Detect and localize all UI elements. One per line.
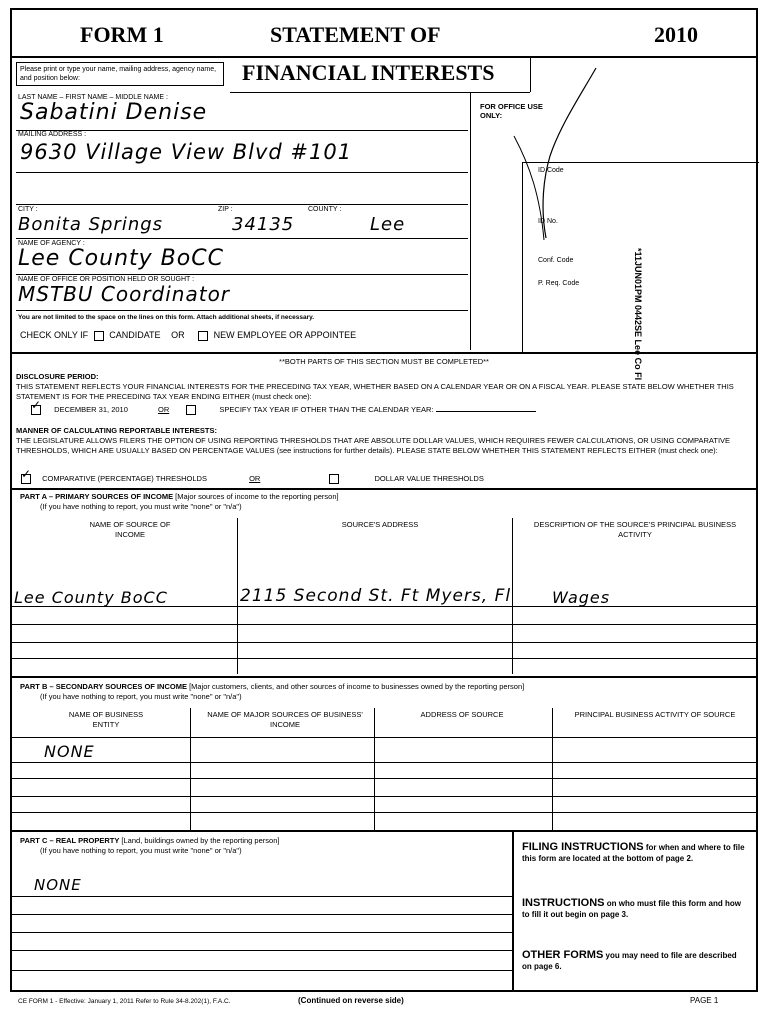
period-text: THIS STATEMENT REFLECTS YOUR FINANCIAL INTERESTS FOR THE PRECEDING TAX YEAR, WHETHER BASED ON A CALENDAR YEAR OR ON A FISCAL YEAR. PLEASE STATE BELOW WHETHER THIS STATEMENT IS FOR THE PRECEDING TAX YEAR ENDING EITHER (must check one):: [16, 382, 734, 401]
for-office-label: FOR OFFICE USE ONLY:: [480, 102, 543, 120]
conf-code-label: Conf. Code: [538, 257, 574, 264]
agency-value[interactable]: Lee County BoCC: [18, 246, 224, 271]
position-value[interactable]: MSTBU Coordinator: [18, 282, 231, 306]
manner-label: MANNER OF CALCULATING REPORTABLE INTERESTS:: [16, 426, 217, 435]
form-year: 2010: [654, 22, 698, 47]
name-value[interactable]: Sabatini Denise: [20, 100, 208, 125]
part-a-col3: DESCRIPTION OF THE SOURCE'S PRINCIPAL BUSINESS ACTIVITY: [533, 520, 737, 539]
instr-title: INSTRUCTIONS: [522, 897, 605, 909]
id-code-label: ID Code: [538, 167, 564, 174]
comparative-label: COMPARATIVE (PERCENTAGE) THRESHOLDS: [42, 474, 207, 483]
new-employee-label: NEW EMPLOYEE OR APPOINTEE: [213, 330, 357, 340]
specify-checkbox[interactable]: [186, 405, 196, 415]
other-text: you may need to file are described on page 6.: [522, 951, 737, 971]
part-a-note: [Major sources of income to the reporting person]: [175, 492, 339, 501]
instr-text: on who must file this form and how to fill it out begin on page 3.: [522, 899, 741, 919]
part-c-none[interactable]: NONE: [34, 876, 82, 894]
part-b-col1: NAME OF BUSINESS ENTITY: [68, 710, 144, 729]
part-b-none-note: (If you have nothing to report, you must write "none" or "n/a"): [40, 692, 242, 701]
part-c-note: [Land, buildings owned by the reporting person]: [121, 836, 280, 845]
id-no-label: ID No.: [538, 218, 558, 225]
manner-options: [18, 474, 484, 484]
both-parts-note: **BOTH PARTS OF THIS SECTION MUST BE COMPLETED**: [279, 357, 489, 366]
other-title: OTHER FORMS: [522, 949, 604, 961]
form-title-line2: FINANCIAL INTERESTS: [242, 60, 495, 85]
city-value[interactable]: Bonita Springs: [18, 214, 164, 235]
footer-center: (Continued on reverse side): [298, 996, 404, 1005]
dec31-label: DECEMBER 31, 2010: [54, 405, 128, 414]
check-only-row: [20, 330, 356, 341]
specify-line[interactable]: [436, 411, 536, 412]
comparative-checkbox[interactable]: [21, 474, 31, 484]
part-b-none[interactable]: NONE: [44, 742, 95, 761]
footer-left: CE FORM 1 - Effective: January 1, 2011 Refer to Rule 34-8.202(1), F.A.C.: [18, 998, 231, 1005]
part-a-none-note: (If you have nothing to report, you must write "none" or "n/a"): [40, 502, 242, 511]
space-note: You are not limited to the space on the lines on this form. Attach additional sheets, if necessary.: [18, 314, 315, 321]
part-a-source-activity[interactable]: Wages: [552, 588, 611, 607]
other-forms: [522, 950, 746, 972]
part-b-col2: NAME OF MAJOR SOURCES OF BUSINESS' INCOME: [207, 710, 363, 729]
candidate-checkbox[interactable]: [94, 331, 104, 341]
part-b-col4: PRINCIPAL BUSINESS ACTIVITY OF SOURCE: [574, 710, 736, 719]
part-b-note: [Major customers, clients, and other sources of income to businesses owned by the reporting person]: [189, 682, 525, 691]
part-c-title: [20, 836, 279, 846]
county-label: COUNTY :: [308, 206, 342, 213]
part-b-heading: PART B – SECONDARY SOURCES OF INCOME: [20, 682, 187, 691]
check-only-label: CHECK ONLY IF: [20, 330, 89, 340]
part-a-title: [20, 492, 339, 502]
part-b-title: [20, 682, 524, 692]
manner-text: THE LEGISLATURE ALLOWS FILERS THE OPTION OF USING REPORTING THRESHOLDS THAT ARE ABSOLUTE DOLLAR VALUES, WHICH REQUIRES FEWER CALCULATIONS, OR USING COMPARATIVE THRESHOLDS, WHICH ARE USUALLY BASED ON PERCENTAGE VALUES (see instructions for further details). PLEASE STATE BELOW WHETHER THIS STATEMENT REFLECTS EITHER (must check one):: [16, 436, 731, 455]
part-a-heading: PART A – PRIMARY SOURCES OF INCOME: [20, 492, 174, 501]
part-a-source-address[interactable]: 2115 Second St. Ft Myers, Fl: [240, 586, 512, 606]
filing-instructions: [522, 842, 746, 864]
city-label: CITY :: [18, 206, 38, 213]
mailing-label: MAILING ADDRESS :: [18, 131, 87, 138]
new-employee-checkbox[interactable]: [198, 331, 208, 341]
received-stamp: *11JUN01PM 0442SE Lee Co Fl: [633, 248, 643, 381]
candidate-label: CANDIDATE: [109, 330, 161, 340]
name-label: LAST NAME – FIRST NAME – MIDDLE NAME :: [18, 94, 168, 101]
period-options: [28, 405, 536, 415]
period-label: DISCLOSURE PERIOD:: [16, 372, 99, 381]
agency-label: NAME OF AGENCY :: [18, 240, 85, 247]
dec31-checkbox[interactable]: [31, 405, 41, 415]
period-or: OR: [157, 405, 170, 414]
dollar-checkbox[interactable]: [329, 474, 339, 484]
mailing-value[interactable]: 9630 Village View Blvd #101: [20, 140, 353, 164]
manner-or: OR: [249, 474, 261, 483]
part-c-none-note: (If you have nothing to report, you must write "none" or "n/a"): [40, 846, 242, 855]
specify-label: SPECIFY TAX YEAR IF OTHER THAN THE CALENDAR YEAR:: [219, 405, 434, 414]
filing-text: for when and where to file this form are located at the bottom of page 2.: [522, 843, 745, 863]
filing-title: FILING INSTRUCTIONS: [522, 841, 644, 853]
p-req-code-label: P. Req. Code: [538, 280, 580, 287]
part-a-source-name[interactable]: Lee County BoCC: [14, 588, 168, 607]
position-label: NAME OF OFFICE OR POSITION HELD OR SOUGHT :: [18, 276, 195, 283]
county-value[interactable]: Lee: [370, 214, 406, 235]
dollar-label: DOLLAR VALUE THRESHOLDS: [374, 474, 484, 483]
footer-page: PAGE 1: [690, 996, 719, 1005]
zip-value[interactable]: 34135: [232, 214, 295, 235]
part-a-col2: SOURCE'S ADDRESS: [341, 520, 419, 529]
zip-label: ZIP :: [218, 206, 233, 213]
form-number: FORM 1: [80, 22, 164, 47]
part-c-heading: PART C – REAL PROPERTY: [20, 836, 120, 845]
instructions: [522, 898, 746, 920]
part-b-col3: ADDRESS OF SOURCE: [420, 710, 504, 719]
office-scribble: [480, 66, 620, 246]
form-title-line1: STATEMENT OF: [270, 22, 441, 47]
part-a-col1: NAME OF SOURCE OF INCOME: [89, 520, 171, 539]
or-label: OR: [171, 330, 185, 340]
header-instruction: Please print or type your name, mailing address, agency name, and position below:: [16, 62, 224, 86]
